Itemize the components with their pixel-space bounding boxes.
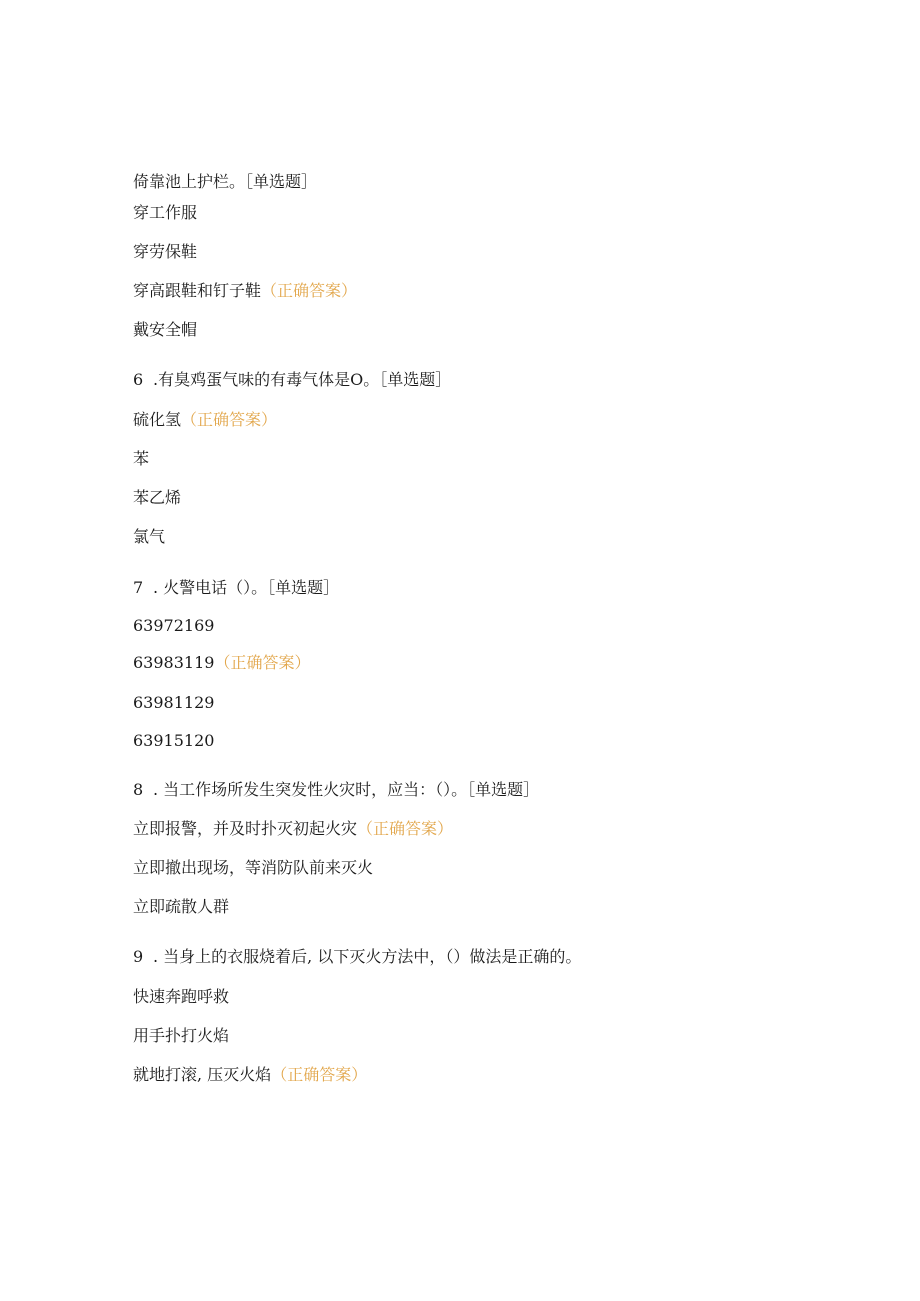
- option-text: 就地打滚, 压灭火焰: [133, 1065, 272, 1084]
- option-text: 穿工作服: [133, 203, 198, 222]
- question-number: 7: [133, 578, 144, 597]
- option: [133, 527, 165, 547]
- option: [133, 693, 214, 713]
- correct-answer-mark: （正确答案）: [261, 281, 358, 300]
- option-text: 用手扑打火焰: [133, 1026, 230, 1045]
- option: [133, 449, 149, 469]
- option: [133, 897, 229, 917]
- option: [133, 488, 181, 508]
- option: [133, 1026, 229, 1046]
- option-text: 63972169: [133, 616, 215, 635]
- option-text: 氯气: [133, 527, 166, 546]
- option-text: 63983119: [133, 653, 215, 672]
- question-stem: . 当身上的衣服烧着后, 以下灭火方法中，（）做法是正确的。: [153, 947, 582, 966]
- option-text: 63981129: [133, 693, 215, 712]
- question-number: 6: [133, 370, 144, 389]
- question-number: 8: [133, 780, 144, 799]
- option-text: 立即报警，并及时扑灭初起火灾: [133, 819, 358, 838]
- question-stem: . 当工作场所发生突发性火灾时，应当：（）。［单选题］: [153, 780, 540, 799]
- option: [133, 987, 229, 1007]
- question-number: 9: [133, 947, 144, 966]
- question-7: [133, 578, 339, 598]
- correct-answer-mark: （正确答案）: [181, 410, 278, 429]
- option-text: 苯乙烯: [133, 488, 182, 507]
- correct-answer-mark: （正确答案）: [357, 819, 454, 838]
- question-6: [133, 370, 451, 390]
- option: [133, 281, 357, 301]
- option: [133, 731, 214, 751]
- correct-answer-mark: （正确答案）: [214, 653, 311, 672]
- question-stem: 倚靠池上护栏。［单选题］: [133, 172, 318, 191]
- option-text: 立即撤出现场，等消防队前来灭火: [133, 858, 374, 877]
- option: [133, 203, 197, 223]
- option: [133, 616, 214, 636]
- question-9: [133, 947, 581, 967]
- option: [133, 1065, 367, 1085]
- option: [133, 242, 197, 262]
- option-text: 快速奔跑呼救: [133, 987, 230, 1006]
- option: [133, 410, 277, 430]
- option-text: 立即疏散人群: [133, 897, 230, 916]
- option: [133, 320, 197, 340]
- question-8: [133, 780, 539, 800]
- option-text: 苯: [133, 449, 150, 468]
- question-stem: . 火警电话（）。［单选题］: [153, 578, 340, 597]
- option: [133, 653, 310, 673]
- option-text: 硫化氢: [133, 410, 182, 429]
- option-text: 穿高跟鞋和钉子鞋: [133, 281, 262, 300]
- option-text: 63915120: [133, 731, 215, 750]
- option-text: 穿劳保鞋: [133, 242, 198, 261]
- correct-answer-mark: （正确答案）: [271, 1065, 368, 1084]
- question-stem: .有臭鸡蛋气味的有毒气体是O。［单选题］: [153, 370, 452, 389]
- option-text: 戴安全帽: [133, 320, 198, 339]
- option: [133, 819, 453, 839]
- option: [133, 858, 373, 878]
